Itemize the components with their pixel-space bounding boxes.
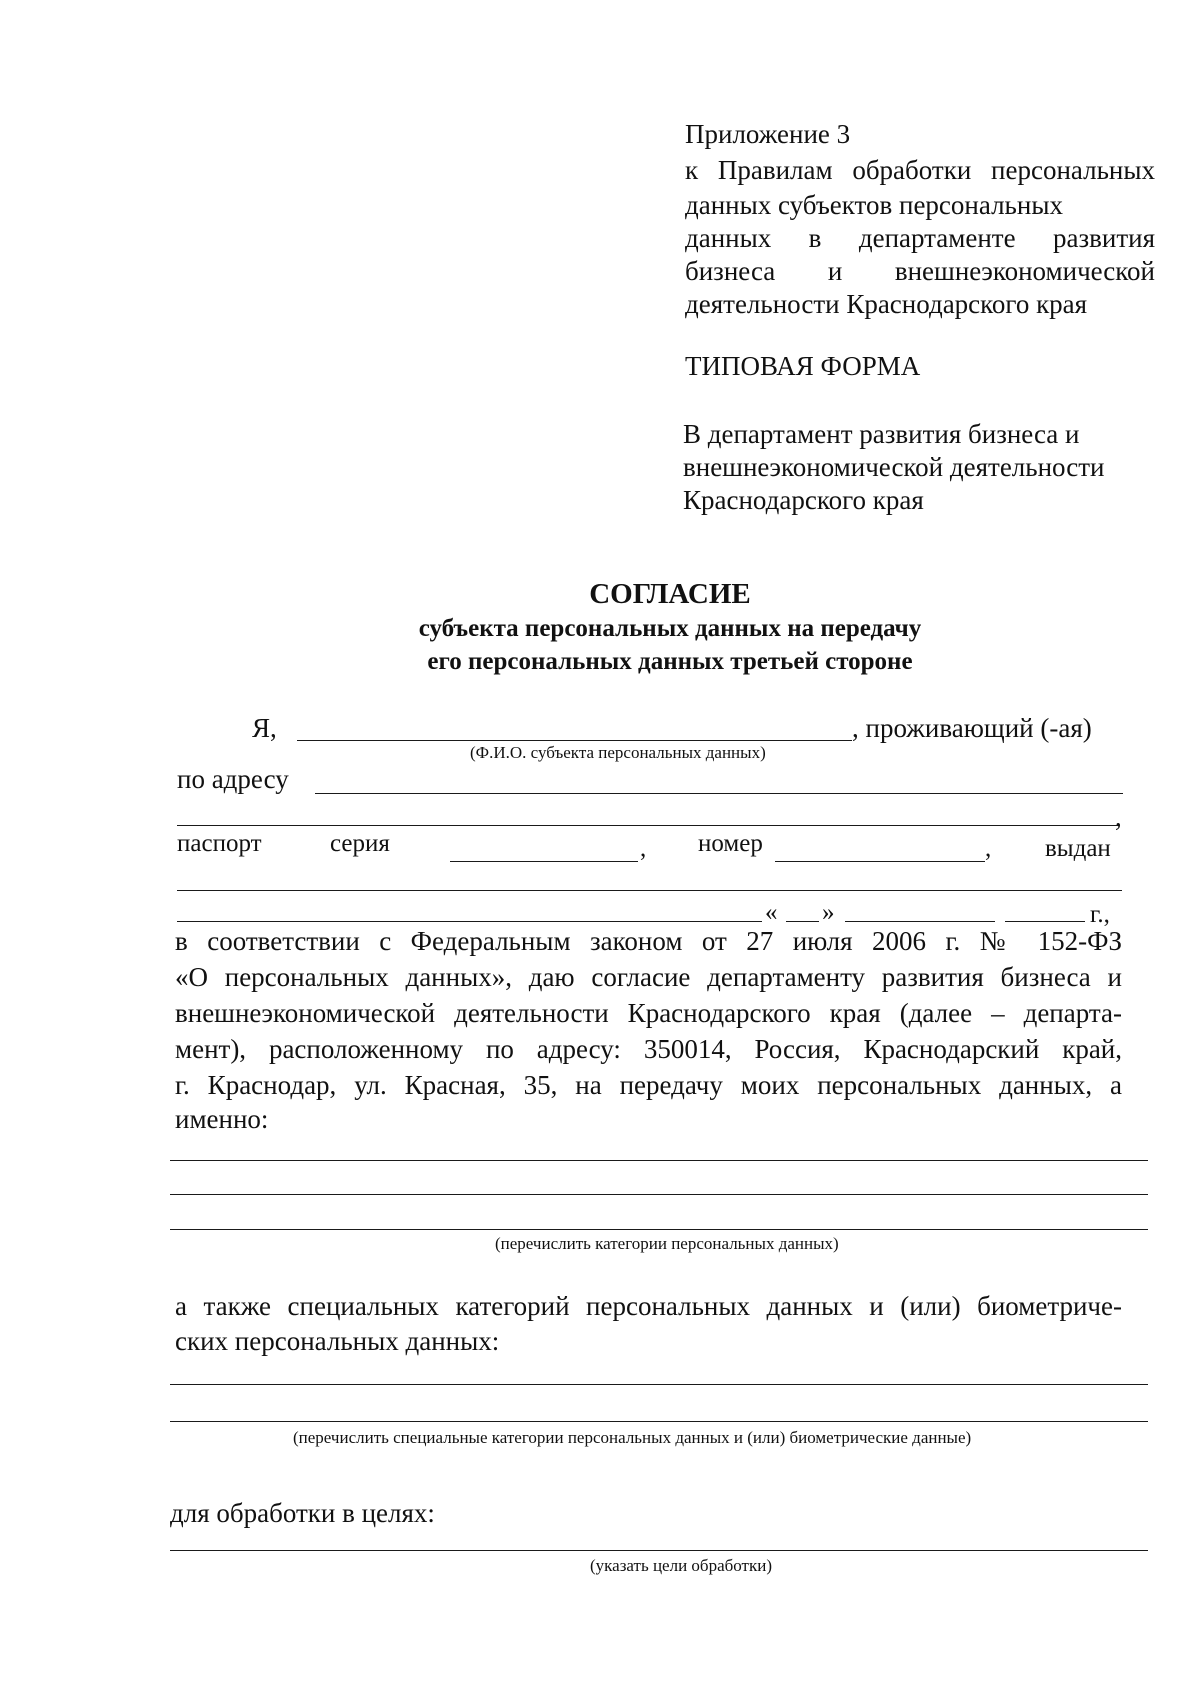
series-label: серия xyxy=(330,830,390,857)
passport-label: паспорт xyxy=(177,830,262,857)
categories-hint: (перечислить категории персональных данных) xyxy=(495,1234,839,1253)
address-field-1[interactable] xyxy=(315,793,1123,794)
purpose-field[interactable] xyxy=(170,1550,1148,1551)
categories-field-1[interactable] xyxy=(170,1160,1148,1161)
special-line-2: ских персональных данных: xyxy=(175,1326,500,1356)
rules-line-3: данных в департаменте развития xyxy=(685,223,1155,253)
number-label: номер xyxy=(698,830,763,857)
body-line-5: г. Краснодар, ул. Красная, 35, на передачу моих персональных данных, а xyxy=(175,1070,1122,1100)
special-line-1: а также специальных категорий персональных данных и (или) биометриче- xyxy=(175,1291,1122,1321)
day-field[interactable] xyxy=(786,921,819,922)
special-field-2[interactable] xyxy=(170,1421,1148,1422)
rules-line-1: к Правилам обработки персональных xyxy=(685,155,1155,185)
month-field[interactable] xyxy=(845,921,995,922)
address-field-2[interactable] xyxy=(177,825,1118,826)
body-line-3: внешнеэкономической деятельности Краснодарского края (далее – департа- xyxy=(175,998,1122,1028)
addressee-line-3: Краснодарского края xyxy=(683,485,924,515)
quote-open: « xyxy=(765,899,778,926)
body-line-2: «О персональных данных», даю согласие департаменту развития бизнеса и xyxy=(175,962,1122,992)
addressee-line-1: В департамент развития бизнеса и xyxy=(683,419,1080,449)
address-label: по адресу xyxy=(177,764,289,794)
title-main: СОГЛАСИЕ xyxy=(589,578,751,610)
purpose-hint: (указать цели обработки) xyxy=(590,1556,773,1575)
rules-line-2: данных субъектов персональных xyxy=(685,190,1063,220)
i-label: Я, xyxy=(252,713,277,743)
categories-field-3[interactable] xyxy=(170,1229,1148,1230)
year-field[interactable] xyxy=(1005,921,1085,922)
residing-label: , проживающий (-ая) xyxy=(852,713,1092,743)
address-comma: , xyxy=(1115,802,1122,832)
body-line-1: в соответствии с Федеральным законом от 27 июля 2006 г. № 152-ФЗ xyxy=(175,926,1122,956)
issued-label: выдан xyxy=(1045,835,1111,862)
addressee-line-2: внешнеэкономической деятельности xyxy=(683,452,1105,482)
rules-line-5: деятельности Краснодарского края xyxy=(685,289,1088,319)
title-sub-1: субъекта персональных данных на передачу xyxy=(418,615,922,642)
title-sub-2: его персональных данных третьей стороне xyxy=(427,648,913,675)
purpose-label: для обработки в целях: xyxy=(170,1498,435,1528)
number-comma: , xyxy=(985,835,992,862)
fio-field[interactable] xyxy=(297,740,852,741)
appendix-title: Приложение 3 xyxy=(685,119,851,149)
categories-field-2[interactable] xyxy=(170,1194,1148,1195)
body-line-6: именно: xyxy=(175,1104,269,1134)
body-line-4: мент), расположенному по адресу: 350014, Россия, Краснодарский край, xyxy=(175,1034,1122,1064)
fio-hint: (Ф.И.О. субъекта персональных данных) xyxy=(470,743,766,762)
form-type-label: ТИПОВАЯ ФОРМА xyxy=(685,351,921,381)
special-field-1[interactable] xyxy=(170,1384,1148,1385)
special-hint: (перечислить специальные категории персональных данных и (или) биометрические данные) xyxy=(293,1428,972,1447)
number-field[interactable] xyxy=(775,861,985,862)
series-comma: , xyxy=(640,835,647,862)
quote-close: » xyxy=(822,899,835,926)
series-field[interactable] xyxy=(450,861,638,862)
year-suffix: г., xyxy=(1090,901,1110,928)
issued-by-field[interactable] xyxy=(177,890,1122,891)
rules-line-4: бизнеса и внешнеэкономической xyxy=(685,256,1155,286)
issued-by-field-2[interactable] xyxy=(177,921,762,922)
